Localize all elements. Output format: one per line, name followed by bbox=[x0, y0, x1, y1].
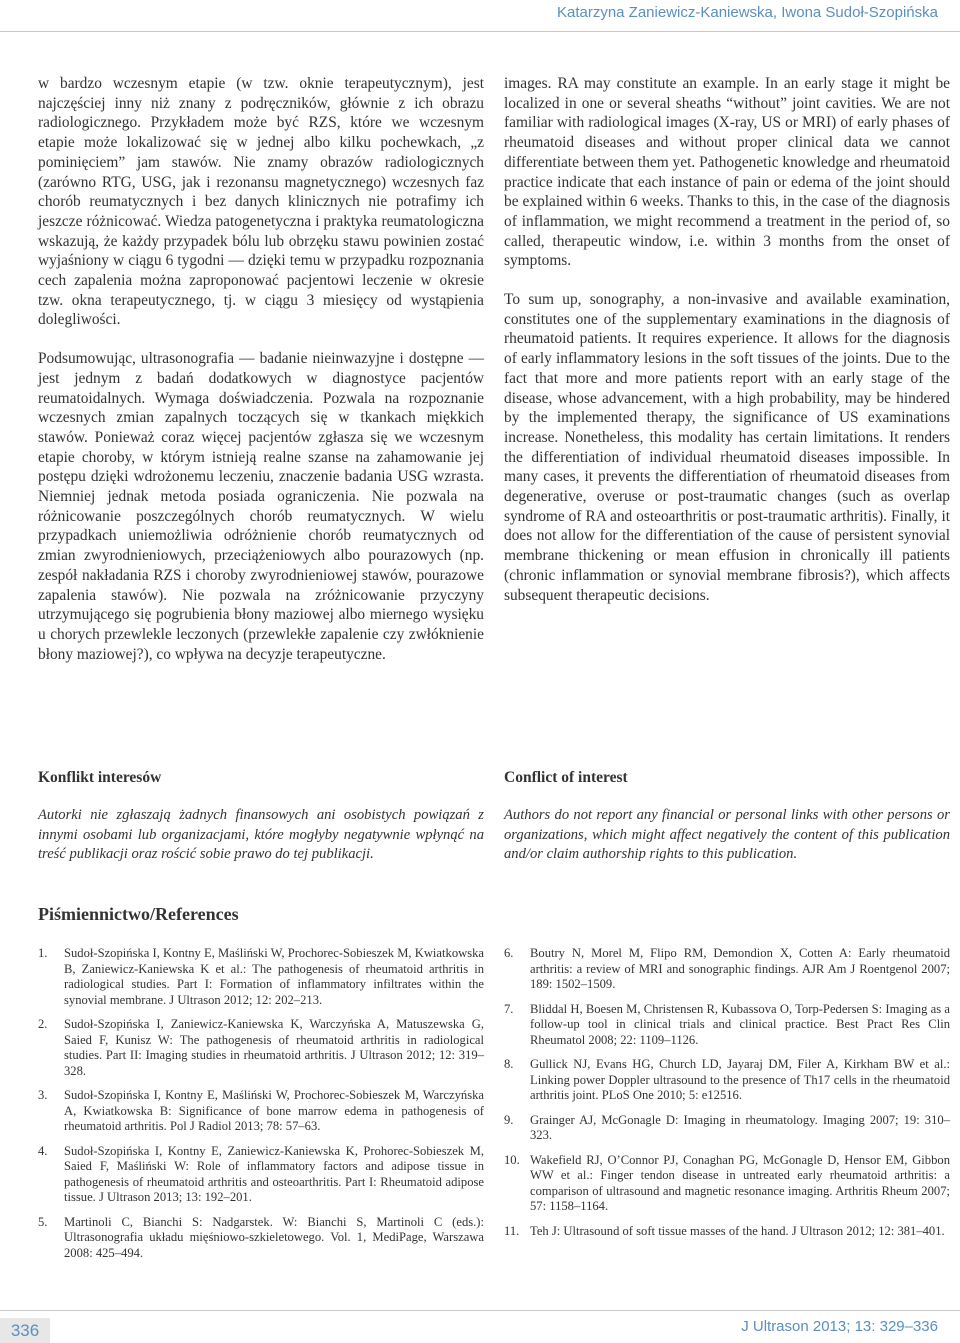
left-paragraph-1: w bardzo wczesnym etapie (w tzw. oknie terapeutycznym), jest najczęściej inny niż znany z podręczników, głównie z ich obrazu radiologicznego. Przykładem może być RZS, które we wczesnym etapie może lokalizować się w jednej albo kilku pochewkach, „z pominięciem” jam stawów. Nie znamy obrazów radiologicznych (zarówno RTG, USG, jak i rezonansu magnetycznego) wczesnych faz chorób reumatycznych i bez danych klinicznych nie potrafimy ich jeszcze różnicować. Wiedza patogenetyczna i praktyka reumatologiczna wskazują, że każdy przypadek bólu lub obrzęku stawu powinien zostać wyjaśniony w ciągu 6 tygodni — dzięki temu w przypadku rozpoznania cech zapalenia można zaproponować pacjentowi leczenie w okresie tzw. okna terapeutycznego, tj. w ciągu 3 miesięcy od wystąpienia dolegliwości. bbox=[38, 75, 484, 329]
conflict-text-en: Authors do not report any financial or personal links with other persons or organizations, which might affect negatively the content of this publication and/or claim authorship rights to this publication. bbox=[504, 807, 950, 862]
references-right-column bbox=[504, 946, 950, 1248]
running-header: Katarzyna Zaniewicz-Kaniewska, Iwona Sudoł-Szopińska bbox=[556, 4, 938, 21]
reference-item: 9. Grainger AJ, McGonagle D: Imaging in rheumatology. Imaging 2007; 19: 310–323. bbox=[504, 1112, 950, 1142]
reference-item: 3. Sudoł-Szopińska I, Kontny E, Maśliński W, Prochorec-Sobieszek M, Warczyńska A, Kwiatkowska B: Significance of bone marrow edema in pathogenesis of rheumatoid arthritis. Pol J Radiol 2013; 78: 57–63. bbox=[38, 1088, 484, 1133]
reference-item: 2. Sudoł-Szopińska I, Zaniewicz-Kaniewska K, Warczyńska A, Matuszewska G, Saied F, Kunisz W: The pathogenesis of rheumatoid arthritis in radiological studies. Part II: Imaging studies in rheumatoid arthritis. J Ultrason 2012; 12: 319–328. bbox=[38, 1017, 484, 1078]
references-left-column bbox=[38, 946, 484, 1270]
page-number: 336 bbox=[0, 1318, 50, 1343]
references-title: Piśmiennictwo/References bbox=[38, 904, 239, 924]
conflict-title-en: Conflict of interest bbox=[504, 769, 628, 786]
left-body-column bbox=[38, 74, 484, 664]
conflict-title-pl: Konflikt interesów bbox=[38, 769, 162, 786]
header-divider bbox=[0, 31, 960, 32]
reference-item: 8. Gullick NJ, Evans HG, Church LD, Jayaraj DM, Filer A, Kirkham BW et al.: Linking power Doppler ultrasound to the presence of Th17 cells in the rheumatoid arthritis joint. PLoS One 2010; 5: e12516. bbox=[504, 1057, 950, 1102]
reference-item: 4. Sudoł-Szopińska I, Kontny E, Zaniewicz-Kaniewska K, Prohorec-Sobieszek M, Saied F, Maśliński W: Role of inflammatory factors and adipose tissue in pathogenesis of rheumatoid arthritis and osteoarthritis. Part I: Rheumatoid adipose tissue. J Ultrason 2013; 13: 192–201. bbox=[38, 1143, 484, 1204]
right-paragraph-2: To sum up, sonography, a non-invasive and available examination, constitutes one of the supplementary examinations in the diagnosis of rheumatoid patients. It requires experience. It allows for the diagnosis of early inflammatory lesions in the soft tissues of the joints. Due to the fact that more and more patients report with an early stage of the disease, whose advancement, with a high probability, may be hindered by the implemented therapy, the significance of US examinations increase. Nonetheless, this modality has certain limitations. It renders the differentiation of individual rheumatoid diseases impossible. In many cases, it prevents the differentiation of rheumatoid diseases from degenerative, overuse or post-traumatic changes (such as overlap syndrome of RA and osteoarthritis or post-traumatic arthritis). Finally, it does not allow for the differentiation of the cause of persistent synovial membrane thickening or mean effusion in chronically ill patients (chronic inflammation or synovial membrane fibrosis?), which affects subsequent therapeutic decisions. bbox=[504, 291, 950, 604]
reference-item: 11. Teh J: Ultrasound of soft tissue masses of the hand. J Ultrason 2012; 12: 381–401. bbox=[504, 1223, 945, 1238]
right-paragraph-1: images. RA may constitute an example. In an early stage it might be localized in one or several sheaths “without” joint cavities. We are not familiar with radiological images (X-ray, US or MRI) of early phases of rheumatoid diseases and without proper clinical data we cannot differentiate between them yet. Pathogenetic knowledge and rheumatoid practice indicate that each instance of pain or edema of the joint should be explained within 6 weeks. Thanks to this, in the case of the diagnosis of inflammation, we might recommend a treatment in the period of, so called, therapeutic window, i.e. within 3 months from the onset of symptoms. bbox=[504, 75, 950, 270]
reference-item: 7. Bliddal H, Boesen M, Christensen R, Kubassova O, Torp-Pedersen S: Imaging as a follow-up tool in clinical trials and clinical practice. Best Pract Res Clin Rheumatol 2008; 22: 1109–1126. bbox=[504, 1001, 950, 1047]
reference-item: 10. Wakefield RJ, O’Connor PJ, Conaghan PG, McGonagle D, Hensor EM, Gibbon WW et al.: Finger tendon disease in untreated early rheumatoid arthritis: a comparison of ultrasound and magnetic resonance imaging. Arthritis Rheum 2007; 57: 1158–1164. bbox=[504, 1152, 950, 1213]
footer-divider bbox=[0, 1310, 960, 1311]
conflict-text-pl: Autorki nie zgłaszają żadnych finansowych ani osobistych powiązań z innymi osobami lub organizacjami, które mogłyby negatywnie wpłynąć na treść publikacji oraz rościć sobie prawo do tej publikacji. bbox=[38, 807, 484, 862]
right-body-column bbox=[504, 74, 950, 605]
conflict-section-en bbox=[504, 769, 950, 865]
reference-item: 6. Boutry N, Morel M, Flipo RM, Demondion X, Cotten A: Early rheumatoid arthritis: a review of MRI and sonographic findings. AJR Am J Roentgenol 2007; 189: 1502–1509. bbox=[504, 946, 950, 991]
journal-reference: J Ultrason 2013; 13: 329–336 bbox=[741, 1318, 938, 1335]
reference-item: 5. Martinoli C, Bianchi S: Nadgarstek. W: Bianchi S, Martinoli C (eds.): Ultrasonografia układu mięśniowo-szkieletowego. Vol. 1, MediPage, Warszawa 2008: 425–494. bbox=[38, 1214, 484, 1260]
left-paragraph-2: Podsumowując, ultrasonografia — badanie nieinwazyjne i dostępne — jest jednym z badań dodatkowych w diagnostyce pacjentów reumatoidalnych. Wymaga doświadczenia. Pozwala na rozpoznanie wczesnych zmian zapalnych toczących się w tkankach miękkich stawów. Ponieważ coraz więcej pacjentów zgłasza się we wczesnym etapie choroby, w którym istnieją realne szanse na zahamowanie jej postępu dzięki wdrożonemu leczeniu, znaczenie badania USG wzrasta. Niemniej jednak metoda posiada ograniczenia. Nie pozwala na różnicowanie poszczególnych chorób reumatycznych. W wielu przypadkach uniemożliwia odróżnienie chorób reumatycznych od zmian zwyrodnieniowych, przeciążeniowych albo pourazowych (np. zespół nakładania RZS i choroby zwyrodnieniowej stawów, pourazowe zapalenia stawów). Nie pozwala na zróżnicowanie przyczyny utrzymującego się pogrubienia błony maziowej albo miernego wysięku u chorych przewlekle leczonych (przewlekłe zapalenie czy zwłóknienie błony maziowej?), co wpływa na decyzje terapeutyczne. bbox=[38, 350, 484, 663]
reference-item: 1. Sudoł-Szopińska I, Kontny E, Maśliński W, Prochorec-Sobieszek M, Kwiatkowska B, Zaniewicz-Kaniewska K et al.: The pathogenesis of rheumatoid arthritis in radiological studies. Part I: Formation of inflammatory infiltrates within the synovial membrane. J Ultrason 2012; 12: 202–213. bbox=[38, 946, 484, 1007]
conflict-section-pl bbox=[38, 769, 484, 865]
